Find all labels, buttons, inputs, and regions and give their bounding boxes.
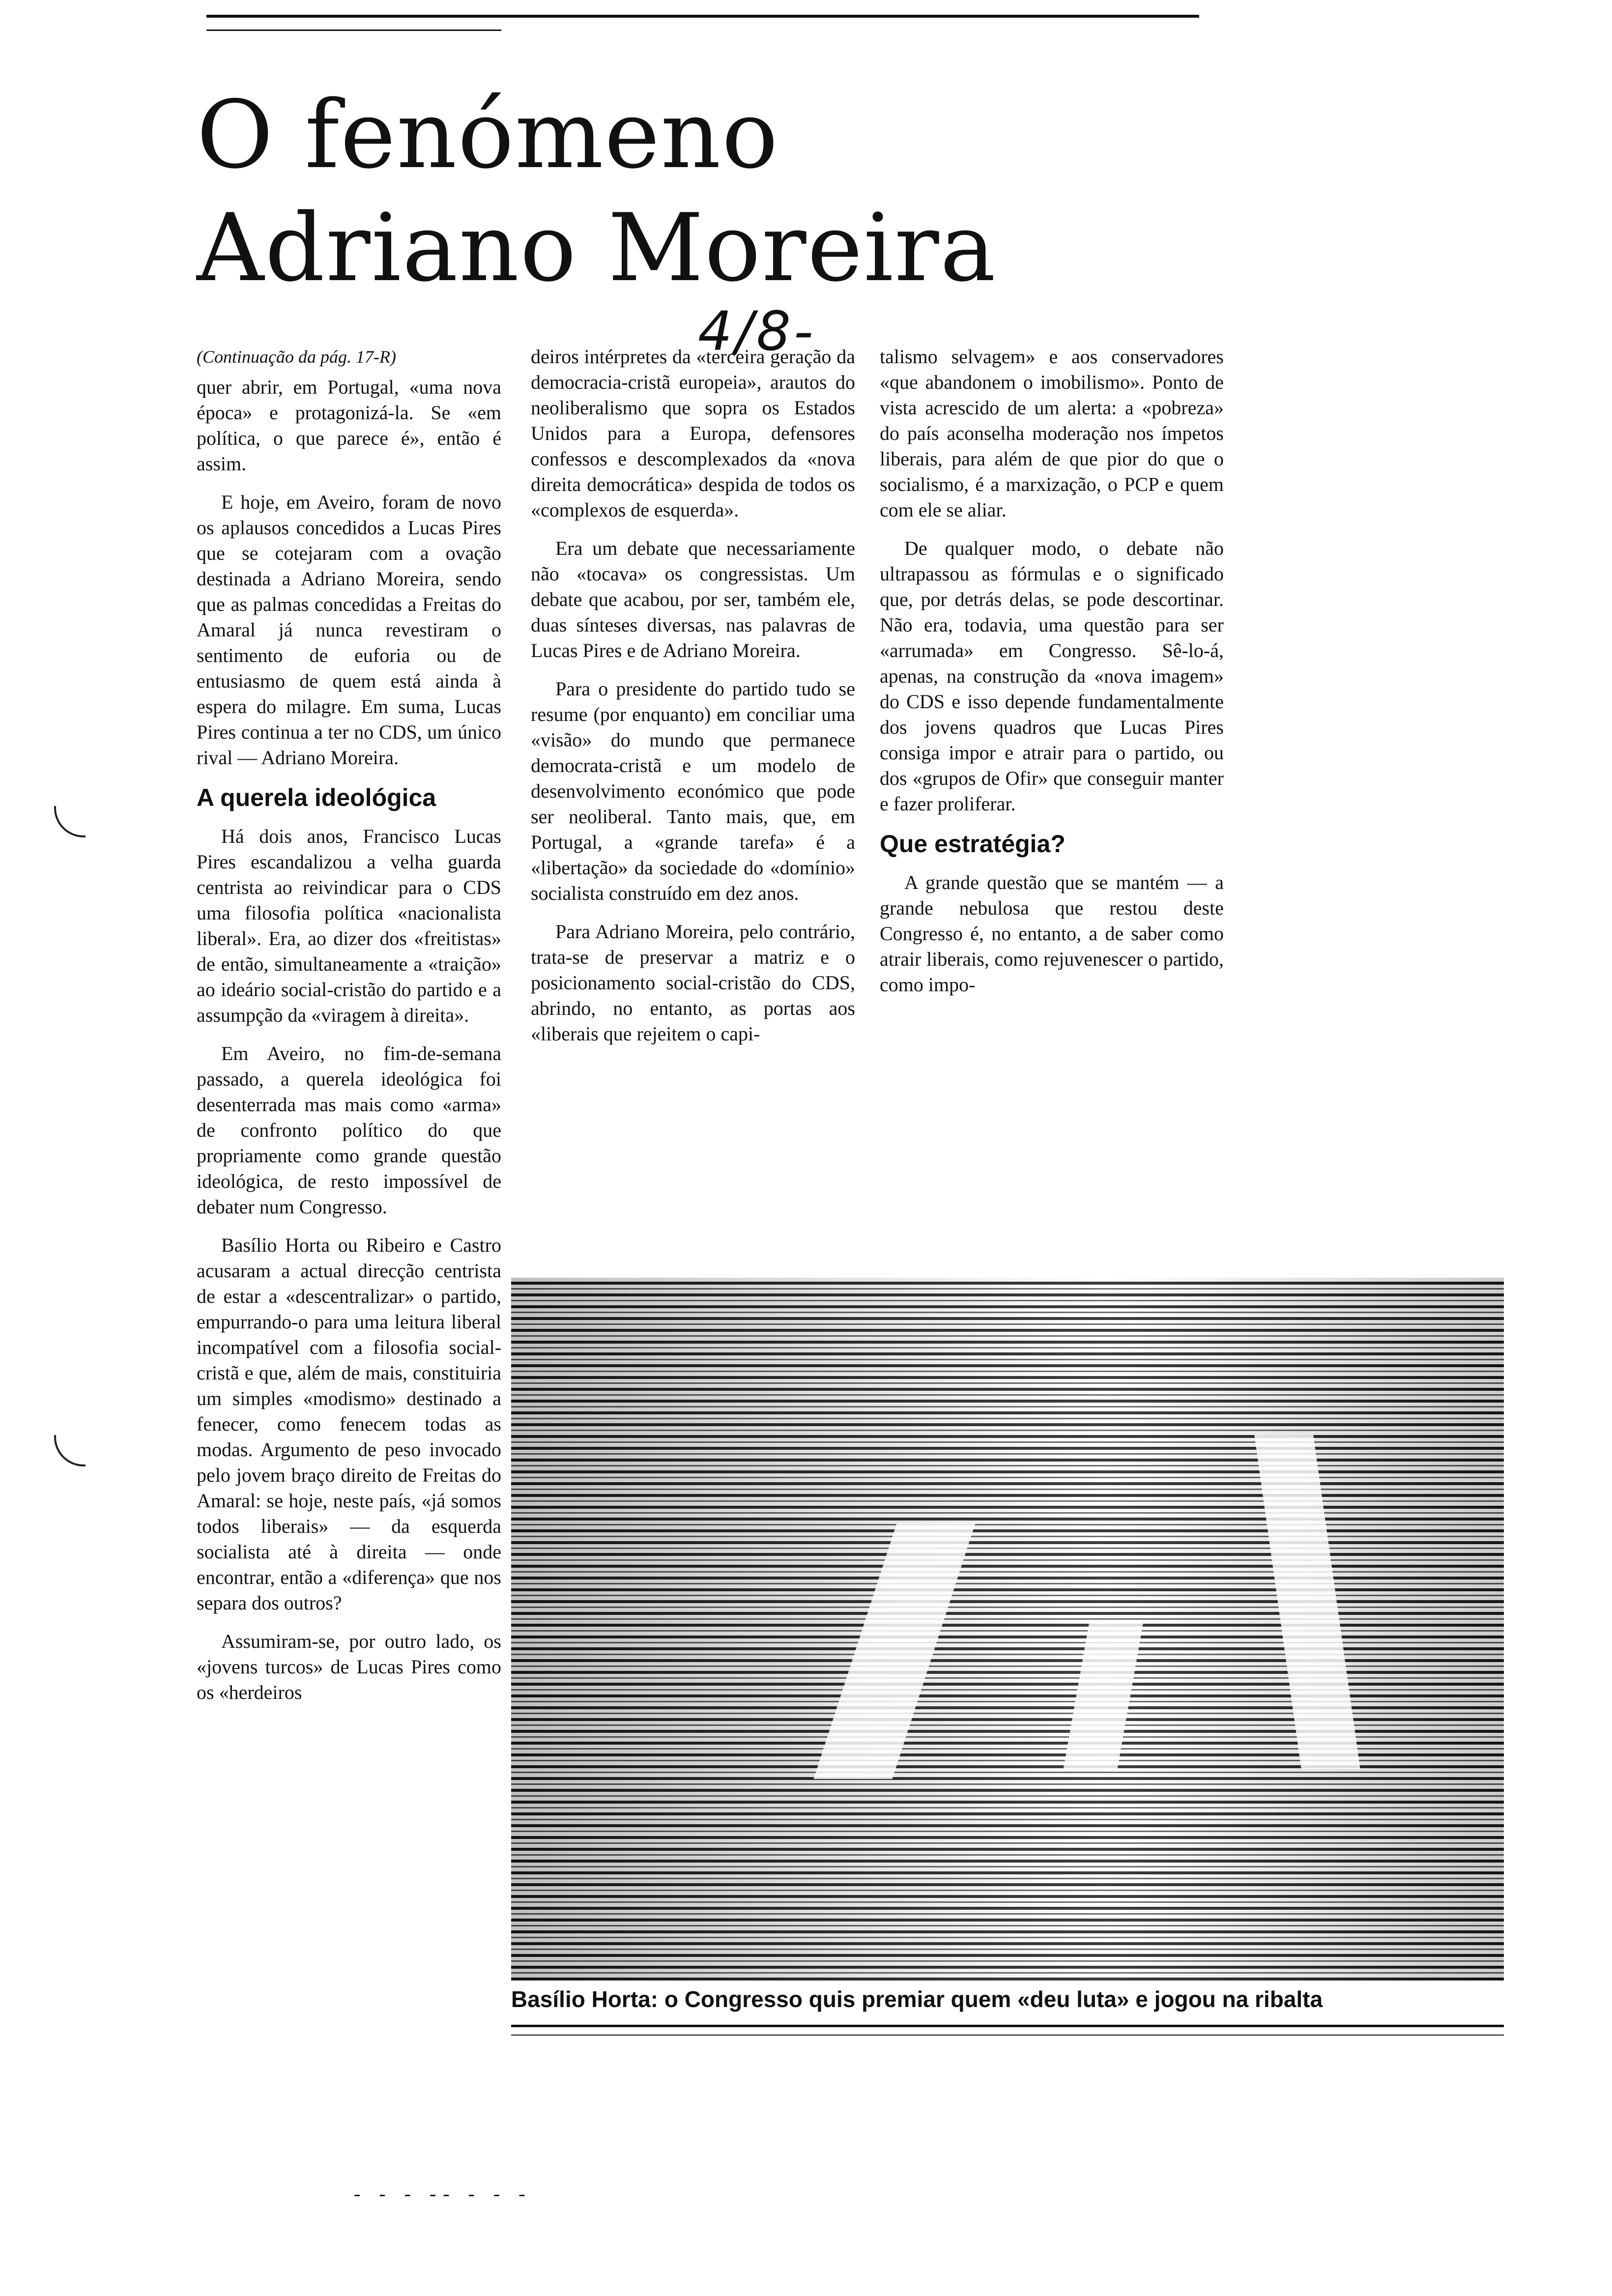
handwritten-note: 4/8- (698, 300, 816, 363)
continuation-note: (Continuação da pág. 17-R) (197, 347, 396, 367)
footer-marks: - - - -- - - - (354, 2182, 532, 2205)
headline-line-2: Adriano Moreira (197, 194, 997, 302)
article-column-2 (531, 344, 855, 1060)
paragraph: De qualquer modo, o debate não ultrapassou as fórmulas e o significado que, por detrás delas, se pode descortinar. Não era, todavia, uma questão para ser «arrumada» em Congresso. Sê-lo-á, apenas, na construção da «nova imagem» do CDS e isso depende fundamentalmente dos jovens quadros que Lucas Pires consiga impor e atrair para o partido, ou dos «grupos de Ofir» que conseguir manter e fazer proliferar. (880, 537, 1224, 815)
article-column-3 (880, 344, 1224, 1010)
top-rule-short (206, 29, 501, 31)
paragraph: deiros intérpretes da «terceira geração da democracia-cristã europeia», arautos do neoliberalismo que sopra os Estados Unidos para a Europa, defensores confessos e descomplexados da «nova direita democrática» despida de todos os «complexos de esquerda». (531, 345, 855, 521)
paragraph: Há dois anos, Francisco Lucas Pires escandalizou a velha guarda centrista ao reivindicar para o CDS uma filosofia política «nacionalista liberal». Era, ao dizer dos «freitistas» de então, simultaneamente a «traição» ao ideário social-cristão do partido e a assumpção da «viragem à direita». (197, 825, 501, 1026)
headline-line-1: O fenómeno (197, 81, 779, 189)
paragraph: quer abrir, em Portugal, «uma nova época» e protagonizá-la. Se «em política, o que parece é», então é assim. (197, 376, 501, 475)
paragraph: Assumiram-se, por outro lado, os «jovens turcos» de Lucas Pires como os «herdeiros (197, 1630, 501, 1703)
paragraph: talismo selvagem» e aos conservadores «que abandonem o imobilismo». Ponto de vista acrescido de um alerta: a «pobreza» do país aconselha moderação nos ímpetos liberais, para além de que pior do que o socialismo, é a marxização, o PCP e quem com ele se aliar. (880, 345, 1224, 521)
paragraph: Era um debate que necessariamente não «tocava» os congressistas. Um debate que acabou, por ser, também ele, duas sínteses diversas, nas palavras de Lucas Pires e de Adriano Moreira. (531, 537, 855, 661)
photo-shading (511, 1278, 1504, 1980)
paragraph: Para o presidente do partido tudo se resume (por enquanto) em conciliar uma «visão» do mundo que permanece democrata-cristã e um modelo de desenvolvimento económico que pode ser neoliberal. Tanto mais, que, em Portugal, a «grande tarefa» é a «libertação» da sociedade do «domínio» socialista construído em dez anos. (531, 678, 855, 904)
paragraph: E hoje, em Aveiro, foram de novo os aplausos concedidos a Lucas Pires que se cotejaram com a ovação destinada a Adriano Moreira, sendo que as palmas concedidas a Freitas do Amaral já nunca revestiram o sentimento de euforia ou de entusiasmo de quem está ainda à espera do milagre. Em suma, Lucas Pires continua a ter no CDS, um único rival — Adriano Moreira. (197, 491, 501, 769)
bottom-rule (511, 2025, 1504, 2027)
article-column-1 (197, 344, 501, 1718)
section-heading: Que estratégia? (880, 830, 1065, 858)
top-rule (206, 15, 1199, 18)
photo-caption: Basílio Horta: o Congresso quis premiar quem «deu luta» e jogou na ribalta (511, 1986, 1323, 2012)
paragraph: A grande questão que se mantém — a grande nebulosa que restou deste Congresso é, no entanto, a de saber como atrair liberais, como rejuvenescer o partido, como impo- (880, 871, 1224, 996)
section-heading: A querela ideológica (197, 784, 436, 811)
bottom-rule-thin (511, 2035, 1504, 2036)
article-photo (511, 1278, 1504, 1980)
punch-mark-lower (54, 1435, 86, 1466)
paragraph: Em Aveiro, no fim-de-semana passado, a querela ideológica foi desenterrada mas mais como «arma» de confronto político do que propriamente como grande questão ideológica, de resto impossível de debater num Congresso. (197, 1042, 501, 1218)
paragraph: Basílio Horta ou Ribeiro e Castro acusaram a actual direcção centrista de estar a «descentralizar» o partido, empurrando-o para uma leitura liberal incompatível com a filosofia social-cristã e que, além de mais, constituiria um simples «modismo» destinado a fenecer, como fenecem todas as modas. Argumento de peso invocado pelo jovem braço direito de Freitas do Amaral: se hoje, neste país, «já somos todos liberais» — da esquerda socialista até à direita — onde encontrar, então a «diferença» que nos separa dos outros? (197, 1234, 501, 1614)
paragraph: Para Adriano Moreira, pelo contrário, trata-se de preservar a matriz e o posicionamento social-cristão do CDS, abrindo, no entanto, as portas aos «liberais que rejeitem o capi- (531, 920, 855, 1045)
punch-mark-upper (54, 806, 86, 837)
